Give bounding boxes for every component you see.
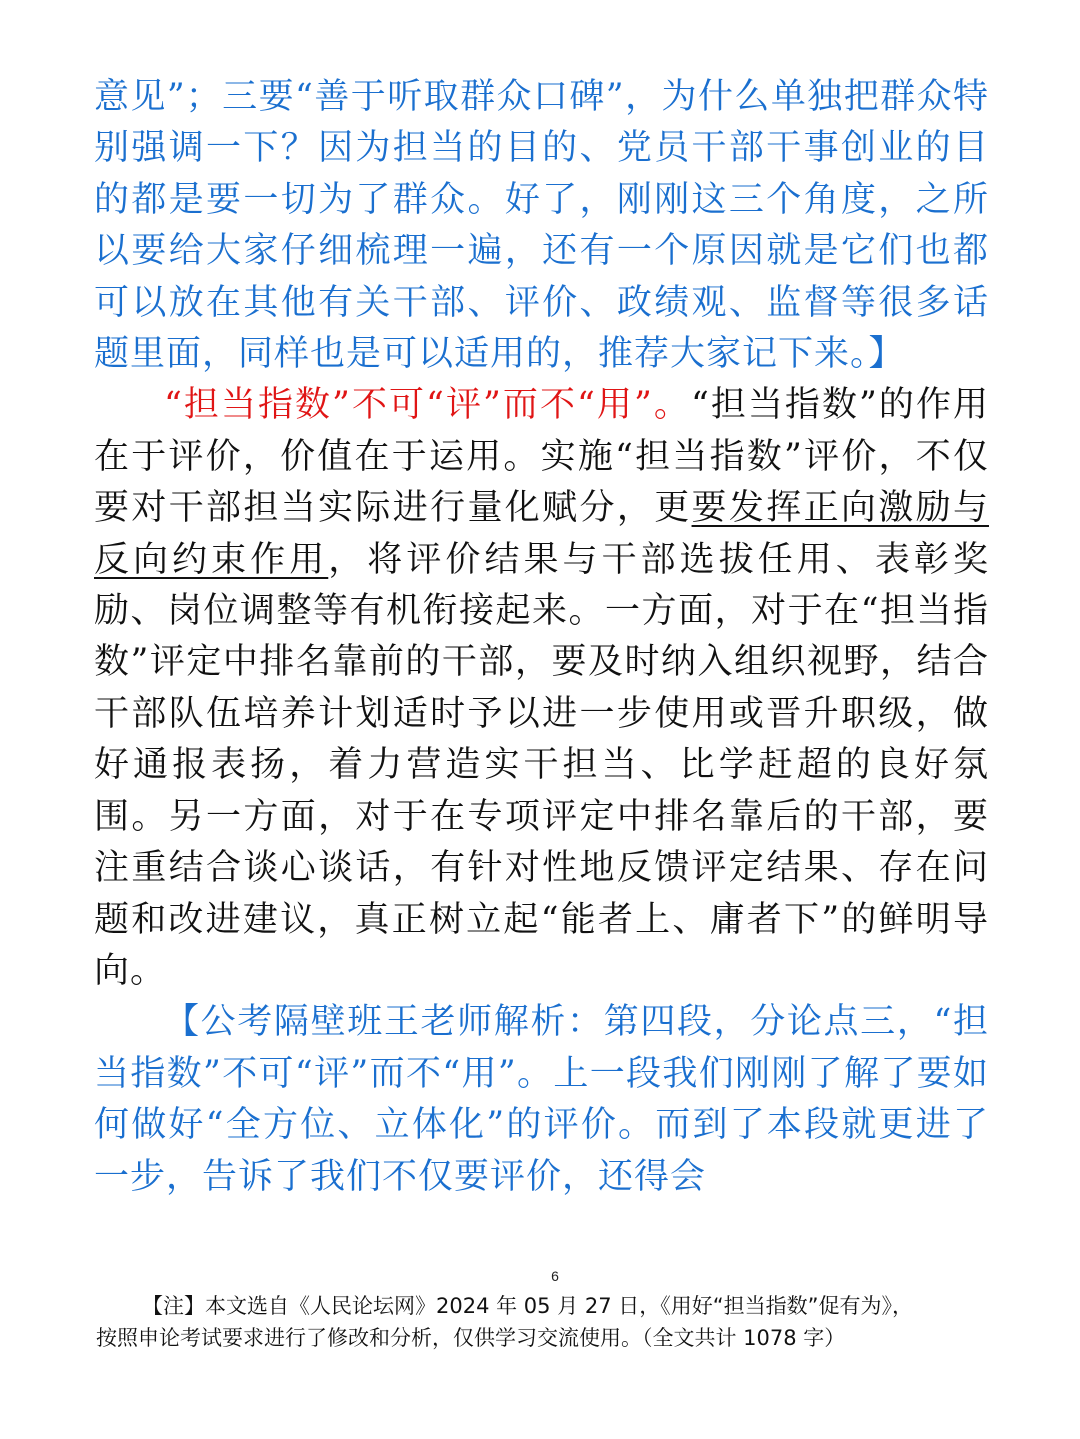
footnote — [96, 1290, 996, 1354]
document-body — [94, 72, 989, 1203]
underlined-key-phrase: 要发挥正向激励与反向约束作用 — [94, 488, 989, 580]
footnote-line-2: 按照申论考试要求进行了修改和分析，仅供学习交流使用。（全文共计 1078 字） — [96, 1326, 846, 1350]
argument-paragraph — [94, 380, 989, 997]
analysis-paragraph-continued: 意见”；三要“善于听取群众口碑”，为什么单独把群众特别强调一下？因为担当的目的、党员干部干事创业的目的都是要一切为了群众。好了，刚刚这三个角度，之所以要给大家仔细梳理一遍，还有一个原因就是它们也都可以放在其他有关干部、评价、政绩观、监督等很多话题里面，同样也是可以适用的，推荐大家记下来。】 — [94, 77, 989, 375]
paragraph-text-part1: “担当指数”的作用在于评价，价值在于运用。实施“担当指数”评价，不仅要对干部担当实际进行量化赋分，更 — [94, 385, 989, 529]
footnote-line-1: 【注】本文选自《人民论坛网》2024 年 05 月 27 日，《用好“担当指数”促有为》， — [142, 1294, 914, 1318]
page-number: 6 — [551, 1268, 559, 1284]
paragraph-text-part2: ，将评价结果与干部选拔任用、表彰奖励、岗位调整等有机衔接起来。一方面，对于在“担当指数”评定中排名靠前的干部，要及时纳入组织视野，结合干部队伍培养计划适时予以进一步使用或晋升职级，做好通报表扬，着力营造实干担当、比学赶超的良好氛围。另一方面，对于在专项评定中排名靠后的干部，要注重结合谈心谈话，有针对性地反馈评定结果、存在问题和改进建议，真正树立起“能者上、庸者下”的鲜明导向。 — [94, 539, 989, 991]
analysis-paragraph: 【公考隔壁班王老师解析：第四段，分论点三，“担当指数”不可“评”而不“用”。上一段我们刚刚了解了要如何做好“全方位、立体化”的评价。而到了本段就更进了一步，告诉了我们不仅要评价，还得会 — [94, 1002, 989, 1197]
section-heading: “担当指数”不可“评”而不“用”。 — [164, 385, 691, 426]
